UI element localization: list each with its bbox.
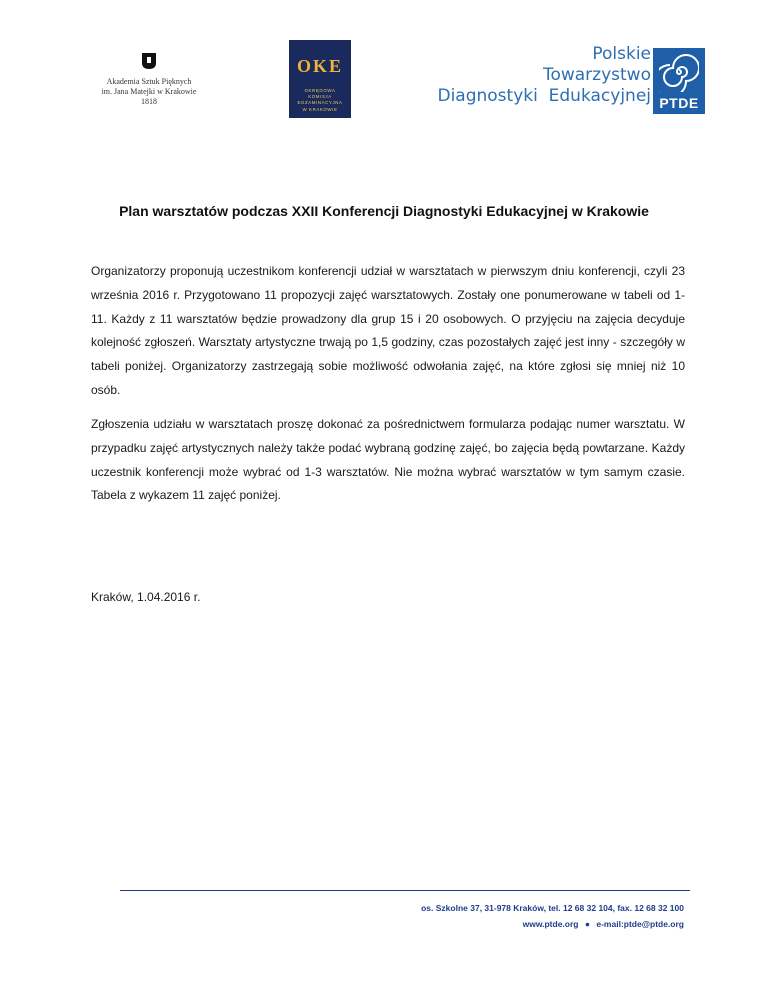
footer-contact: [523, 919, 684, 929]
footer-divider: [120, 890, 690, 891]
spiral-icon: [659, 52, 699, 92]
footer-separator: ●: [584, 919, 590, 929]
document-title: Plan warsztatów podczas XXII Konferencji Diagnostyki Edukacyjnej w Krakowie: [119, 203, 649, 219]
ptde-logo-text: [437, 44, 651, 107]
footer-website-link[interactable]: www.ptde.org: [522, 919, 579, 929]
oke-sub-line-2: KOMISJA: [308, 94, 332, 100]
ptde-line-1: Polskie: [592, 44, 651, 64]
ptde-line-3: Diagnostyki Edukacyjnej: [437, 86, 651, 106]
oke-logo-word: OKE: [296, 56, 343, 76]
asp-logo-line-3: 1818: [141, 97, 157, 106]
asp-emblem-icon: [138, 50, 160, 72]
asp-logo-line-1: Akademia Sztuk Pięknych: [106, 77, 192, 86]
oke-logo-subtitle: [291, 88, 349, 113]
oke-sub-line-3: EGZAMINACYJNA: [297, 100, 343, 106]
oke-logo: [289, 40, 351, 118]
ptde-badge: [653, 48, 705, 114]
intro-paragraph: Organizatorzy proponują uczestnikom konferencji udział w warsztatach w pierwszym dniu konferencji, czyli 23 września 2016 r. Przygotowano 11 propozycji zajęć warsztatowych. Zostały one ponumerowane w tabeli od 1-11. Każdy z 11 warsztatów będzie prowadzony dla grup 15 i 20 osobowych. O przyjęciu na zajęcia decyduje kolejność zgłoszeń. Warsztaty artystyczne trwają po 1,5 godziny, czas pozostałych zajęć jest inny - szczegóły w tabeli poniżej. Organizatorzy zastrzegają sobie możliwość odwołania zajęć, na które zgłosi się mniej niż 10 osób.: [91, 264, 685, 397]
oke-sub-line-1: OKRĘGOWA: [304, 88, 336, 93]
footer-email-link[interactable]: e-mail:ptde@ptde.org: [596, 919, 684, 929]
ptde-badge-label: PTDE: [659, 95, 699, 111]
registration-paragraph: Zgłoszenia udziału w warsztatach proszę dokonać za pośrednictwem formularza podając numer warsztatu. W przypadku zajęć artystycznych należy także podać wybraną godzinę zajęć, bo zajęcia będą powtarzane. Każdy uczestnik konferencji może wybrać od 1-3 warsztatów. Nie można wybrać warsztatów w tym samym czasie. Tabela z wykazem 11 zajęć poniżej.: [91, 417, 685, 503]
footer-address: os. Szkolne 37, 31-978 Kraków, tel. 12 68 32 104, fax. 12 68 32 100: [421, 903, 684, 913]
ptde-line-2: Towarzystwo: [542, 65, 651, 85]
asp-logo-line-2: im. Jana Matejki w Krakowie: [101, 87, 197, 96]
ptde-logo: [420, 44, 705, 118]
document-date: Kraków, 1.04.2016 r.: [91, 590, 201, 604]
asp-logo: [88, 50, 210, 107]
oke-sub-line-4: W KRAKOWIE: [302, 106, 338, 112]
